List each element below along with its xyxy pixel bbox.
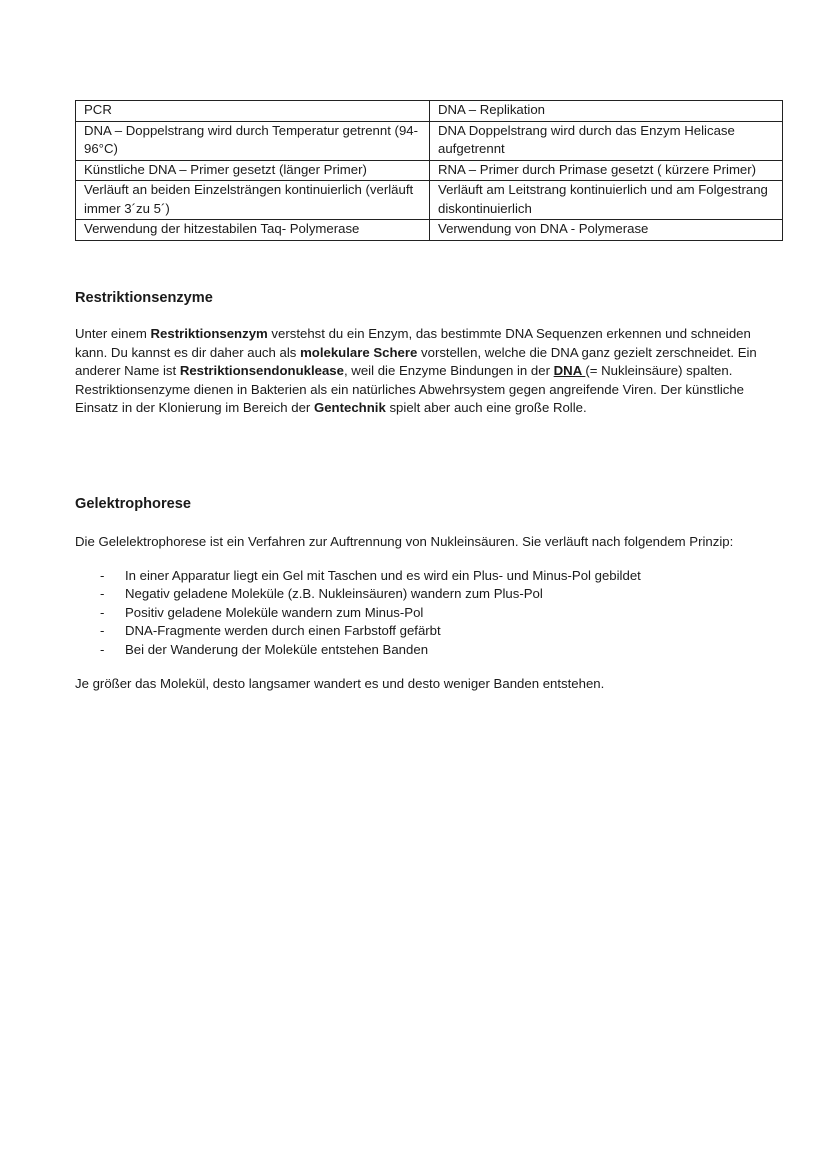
list-item-text: Negativ geladene Moleküle (z.B. Nukleinsäuren) wandern zum Plus-Pol — [125, 586, 543, 602]
text-run: verstehst du ein Enzym, das bestimmte DNA Sequenzen erkennen und schneiden kann. Du kannst es dir daher auch als — [75, 326, 751, 360]
list-item — [75, 604, 765, 623]
list-item-text: Positiv geladene Moleküle wandern zum Minus-Pol — [125, 604, 424, 620]
bullet-marker: - — [100, 567, 105, 583]
section-heading: Restriktionsenzyme — [75, 290, 213, 306]
table-header-row — [76, 101, 783, 122]
restriction-paragraph — [75, 325, 765, 418]
bold-term: Restriktionsenzym — [150, 326, 268, 341]
text-run: spielt aber auch eine große Rolle. — [385, 400, 587, 415]
table-header-cell: DNA – Replikation — [430, 101, 783, 122]
table-cell: Verwendung von DNA - Polymerase — [430, 220, 783, 241]
table-row — [76, 160, 783, 181]
table-row — [76, 220, 783, 241]
electrophoresis-intro: Die Gelelektrophorese ist ein Verfahren zur Auftrennung von Nukleinsäuren. Sie verläuft nach folgendem Prinzip: — [75, 534, 734, 549]
list-item — [75, 622, 765, 641]
table-cell: RNA – Primer durch Primase gesetzt ( kürzere Primer) — [430, 160, 783, 181]
list-item-text: DNA-Fragmente werden durch einen Farbstoff gefärbt — [125, 623, 441, 639]
section-heading: Gelektrophorese — [75, 496, 191, 512]
dna-link[interactable]: DNA — [553, 363, 586, 378]
text-run: (= Nukleinsäure) spalten. Restriktionsenzyme dienen in Bakterien als ein natürliches Abwehrsystem gegen angreifende Viren. Der künstliche Einsatz in der Klonierung im Bereich der — [75, 363, 745, 415]
text-run: , weil die Enzyme Bindungen in der — [343, 363, 554, 378]
bullet-marker: - — [100, 641, 105, 657]
table-cell: Verläuft an beiden Einzelsträngen kontinuierlich (verläuft immer 3´zu 5´) — [76, 181, 430, 220]
comparison-table — [75, 100, 783, 241]
table-row — [76, 121, 783, 160]
bold-term: Restriktionsendonuklease — [179, 363, 344, 378]
bold-term: Gentechnik — [313, 400, 386, 415]
list-item-text: In einer Apparatur liegt ein Gel mit Taschen und es wird ein Plus- und Minus-Pol gebildet — [125, 567, 641, 583]
table-cell: Verwendung der hitzestabilen Taq- Polymerase — [76, 220, 430, 241]
bold-term: molekulare Schere — [300, 344, 418, 360]
electrophoresis-conclusion: Je größer das Molekül, desto langsamer wandert es und desto weniger Banden entstehen. — [75, 676, 605, 692]
table-cell: DNA Doppelstrang wird durch das Enzym Helicase aufgetrennt — [430, 121, 783, 160]
restriction-section — [75, 288, 765, 418]
bullet-list — [75, 567, 765, 660]
list-item — [75, 567, 765, 586]
text-run: Unter einem — [75, 326, 151, 341]
bullet-marker: - — [100, 604, 105, 620]
list-item — [75, 585, 765, 604]
bullet-marker: - — [100, 623, 105, 639]
bullet-marker: - — [100, 586, 105, 602]
text-run: vorstellen, welche die DNA ganz gezielt zerschneidet. Ein anderer Name ist — [75, 344, 757, 378]
table-cell: Künstliche DNA – Primer gesetzt (länger Primer) — [76, 160, 430, 181]
table-cell: DNA – Doppelstrang wird durch Temperatur getrennt (94-96°C) — [76, 121, 430, 160]
list-item-text: Bei der Wanderung der Moleküle entstehen Banden — [125, 641, 429, 657]
electrophoresis-section — [75, 494, 765, 694]
list-item — [75, 641, 765, 660]
table-row — [76, 181, 783, 220]
table-cell: Verläuft am Leitstrang kontinuierlich und am Folgestrang diskontinuierlich — [430, 181, 783, 220]
table-header-cell: PCR — [76, 101, 430, 122]
